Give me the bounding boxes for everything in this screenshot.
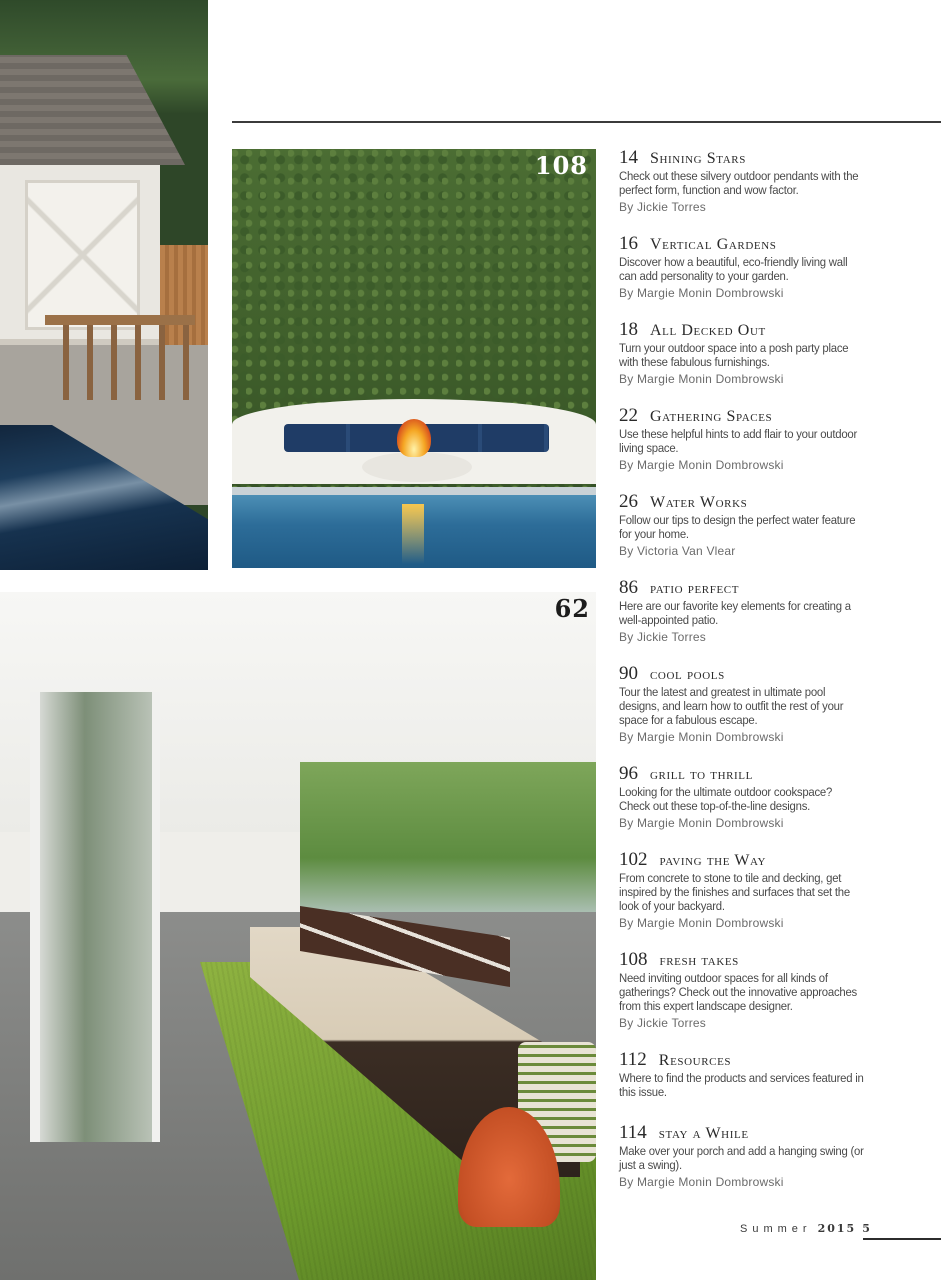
photo-page-number: 108 bbox=[534, 151, 588, 180]
toc-description: From concrete to stone to tile and decking, get inspired by the finishes and surfaces that set the look of your backyard. bbox=[619, 871, 850, 913]
toc-title: paving the Way bbox=[659, 852, 767, 869]
toc-page-number: 16 bbox=[619, 233, 638, 254]
toc-description: Need inviting outdoor spaces for all kinds of gatherings? Check out the innovative approaches from this expert landscape designer. bbox=[619, 971, 857, 1013]
toc-title: Shining Stars bbox=[650, 150, 746, 167]
toc-title: grill to thrill bbox=[650, 766, 753, 783]
toc-entry[interactable] bbox=[619, 950, 937, 1031]
toc-page-number: 114 bbox=[619, 1122, 647, 1143]
pool-house-photo bbox=[0, 0, 208, 570]
toc-title: All Decked Out bbox=[650, 322, 766, 339]
toc-title: cool pools bbox=[650, 666, 725, 683]
toc-byline: By Margie Monin Dombrowski bbox=[619, 458, 784, 472]
footer-page-number: 5 bbox=[862, 1222, 870, 1235]
toc-byline: By Margie Monin Dombrowski bbox=[619, 286, 784, 300]
toc-byline: By Jickie Torres bbox=[619, 200, 707, 214]
toc-page-number: 108 bbox=[619, 949, 648, 970]
toc-entry[interactable] bbox=[619, 664, 937, 745]
toc-byline: By Jickie Torres bbox=[619, 1016, 707, 1030]
fire-flame bbox=[397, 419, 431, 457]
toc-byline: By Victoria Van Vlear bbox=[619, 544, 736, 558]
toc-entry[interactable] bbox=[619, 320, 937, 387]
toc-entry[interactable] bbox=[619, 492, 937, 559]
toc-entry[interactable] bbox=[619, 1123, 937, 1190]
toc-description: Discover how a beautiful, eco-friendly living wall can add personality to your garden. bbox=[619, 255, 848, 283]
footer-season: Summer bbox=[740, 1223, 812, 1235]
footer-year: 2015 bbox=[817, 1222, 857, 1235]
toc-page-number: 112 bbox=[619, 1049, 647, 1070]
toc-page-number: 22 bbox=[619, 405, 638, 426]
toc-title: Vertical Gardens bbox=[650, 236, 777, 253]
toc-byline: By Jickie Torres bbox=[619, 630, 707, 644]
top-divider-rule bbox=[232, 121, 941, 123]
toc-title: fresh takes bbox=[659, 952, 739, 969]
toc-page-number: 86 bbox=[619, 577, 638, 598]
toc-page-number: 14 bbox=[619, 147, 638, 168]
toc-description: Looking for the ultimate outdoor cookspace? Check out these top-of-the-line designs. bbox=[619, 785, 833, 813]
toc-entry[interactable] bbox=[619, 234, 937, 301]
toc-byline: By Margie Monin Dombrowski bbox=[619, 372, 784, 386]
toc-description: Here are our favorite key elements for creating a well-appointed patio. bbox=[619, 599, 851, 627]
toc-entry[interactable] bbox=[619, 764, 937, 831]
toc-description: Make over your porch and add a hanging swing (or just a swing). bbox=[619, 1144, 864, 1172]
toc-page-number: 18 bbox=[619, 319, 638, 340]
glass-wall bbox=[30, 692, 160, 1142]
toc-entry[interactable] bbox=[619, 1050, 937, 1099]
flame-reflection bbox=[402, 504, 424, 564]
toc-byline: By Margie Monin Dombrowski bbox=[619, 916, 784, 930]
toc-byline: By Margie Monin Dombrowski bbox=[619, 816, 784, 830]
toc-title: Gathering Spaces bbox=[650, 408, 773, 425]
footer-rule bbox=[863, 1238, 941, 1240]
living-wall-photo bbox=[232, 149, 596, 568]
toc-description: Follow our tips to design the perfect water feature for your home. bbox=[619, 513, 856, 541]
toc-title: stay a While bbox=[658, 1125, 749, 1142]
toc-page-number: 96 bbox=[619, 763, 638, 784]
toc-title: Water Works bbox=[650, 494, 748, 511]
toc-byline: By Margie Monin Dombrowski bbox=[619, 1175, 784, 1189]
toc-page-number: 90 bbox=[619, 663, 638, 684]
page-footer bbox=[740, 1222, 870, 1235]
toc-entry[interactable] bbox=[619, 406, 937, 473]
toc-page-number: 102 bbox=[619, 849, 648, 870]
roof bbox=[0, 55, 185, 165]
toc-entry[interactable] bbox=[619, 850, 937, 931]
backyard-view bbox=[300, 762, 596, 922]
toc-description: Use these helpful hints to add flair to your outdoor living space. bbox=[619, 427, 858, 455]
toc-page-number: 26 bbox=[619, 491, 638, 512]
toc-description: Tour the latest and greatest in ultimate pool designs, and learn how to outfit the rest of your space for a fabulous escape. bbox=[619, 685, 844, 727]
toc-byline: By Margie Monin Dombrowski bbox=[619, 730, 784, 744]
toc-description: Check out these silvery outdoor pendants with the perfect form, function and wow factor. bbox=[619, 169, 859, 197]
covered-patio-photo bbox=[0, 592, 596, 1280]
toc-title: patio perfect bbox=[650, 580, 740, 597]
toc-entry[interactable] bbox=[619, 578, 937, 645]
barn-door bbox=[25, 180, 140, 330]
toc-title: Resources bbox=[658, 1052, 732, 1069]
toc-entry[interactable] bbox=[619, 148, 937, 215]
patio-table bbox=[45, 315, 195, 400]
toc-description: Turn your outdoor space into a posh party place with these fabulous furnishings. bbox=[619, 341, 849, 369]
photo-page-number: 62 bbox=[554, 594, 590, 623]
toc-description: Where to find the products and services featured in this issue. bbox=[619, 1071, 864, 1099]
